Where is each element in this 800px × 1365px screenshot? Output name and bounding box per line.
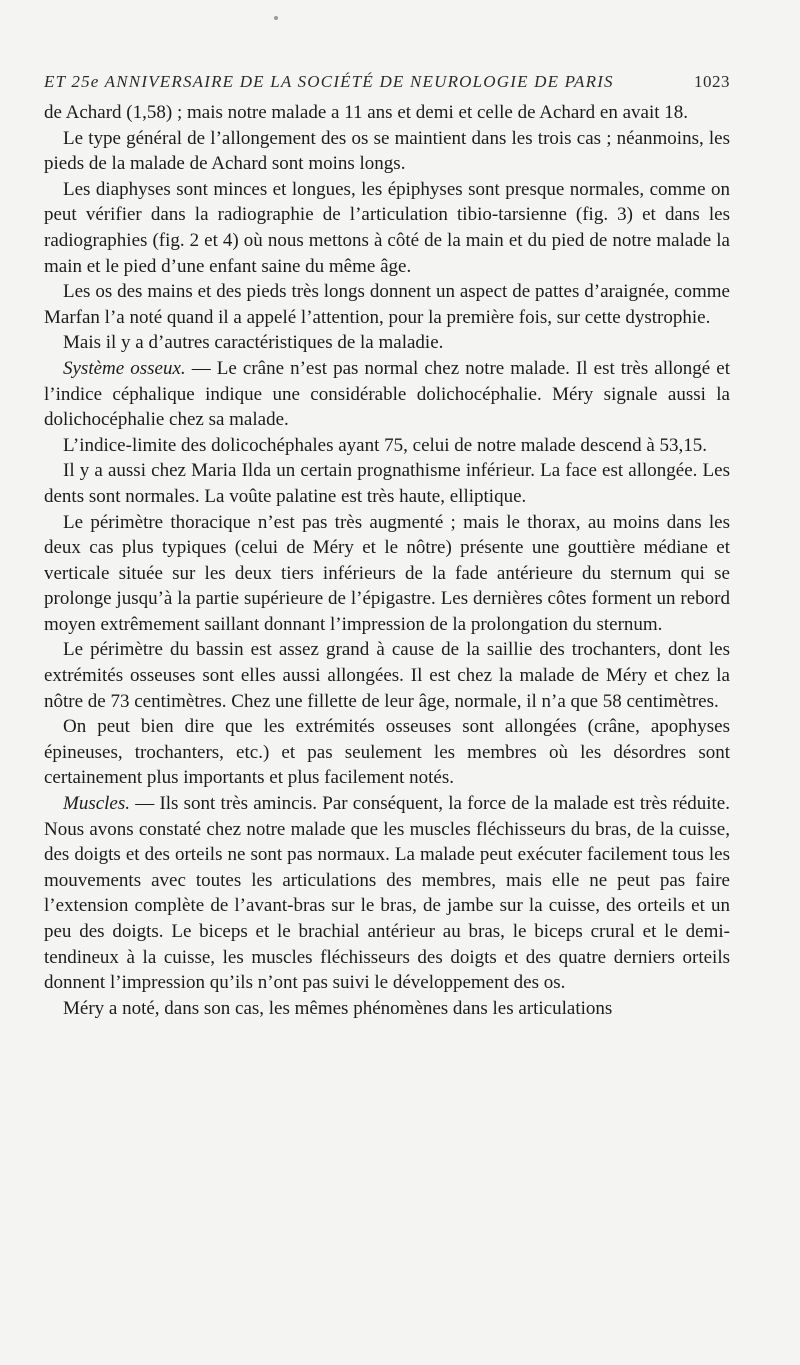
paragraph: de Achard (1,58) ; mais notre malade a 11 ans et demi et celle de Achard en avait 18. [44, 102, 688, 123]
page-number: 1023 [694, 72, 730, 91]
running-header [44, 72, 730, 92]
paragraph: Le périmètre du bassin est assez grand à cause de la saillie des trochanters, dont les extrémités osseuses sont elles aussi allongées. Il est chez la malade de Méry et chez la nôtre de 73 centimètres. Chez une fillette de leur âge, normale, il n’a que 58 centimètres. [44, 639, 730, 712]
paragraph: On peut bien dire que les extrémités osseuses sont allongées (crâne, apophyses épineuses, trochanters, etc.) et pas seulement les membres où les désordres sont certainement plus importants et plus facilement notés. [44, 716, 730, 789]
paragraph: Les os des mains et des pieds très longs donnent un aspect de pattes d’araignée, comme Marfan l’a noté quand il a appelé l’attention, pour la première fois, sur cette dystrophie. [44, 281, 730, 328]
paragraph: Il y a aussi chez Maria Ilda un certain prognathisme inférieur. La face est allongée. Les dents sont normales. La voûte palatine est très haute, elliptique. [44, 460, 730, 507]
paragraph: Le type général de l’allongement des os se maintient dans les trois cas ; néanmoins, les pieds de la malade de Achard sont moins longs. [44, 127, 730, 175]
running-title: ET 25e ANNIVERSAIRE DE LA SOCIÉTÉ DE NEUROLOGIE DE PARIS [44, 72, 614, 91]
paragraph: L’indice-limite des dolicochéphales ayant 75, celui de notre malade descend à 53,15. [63, 434, 708, 456]
paragraph: Les diaphyses sont minces et longues, les épiphyses sont presque normales, comme on peut vérifier dans la radiographie de l’articulation tibio-tarsienne (fig. 3) et dans les radiographies (fig. 2 et 4) où nous mettons à côté de la main et du pied de notre malade la main et le pied d’une enfant saine du même âge. [44, 178, 730, 277]
paragraph: Mais il y a d’autres caractéristiques de la maladie. [63, 332, 444, 354]
section-lead-muscles: Muscles. [63, 793, 131, 815]
print-speck [274, 16, 278, 20]
paragraph: Le périmètre thoracique n’est pas très augmenté ; mais le thorax, au moins dans les deux cas plus typiques (celui de Méry et le nôtre) présente une gouttière médiane et verticale située sur les deux tiers inférieurs de la fade antérieure du sternum qui se prolonge jusqu’à la partie supérieure de l’épigastre. Les dernières côtes forment un rebord moyen extrêmement saillant donnant l’impression de la prolongation du sternum. [44, 511, 730, 635]
paragraph: Méry a noté, dans son cas, les mêmes phénomènes dans les articulations [63, 997, 613, 1019]
section-paragraph-systeme-osseux: Système osseux. — Le crâne n’est pas normal chez notre malade. Il est très allongé et l’indice céphalique indique une considérable dolichocéphalie. Méry signale aussi la dolichocéphalie chez sa malade. [44, 357, 730, 431]
section-lead-systeme-osseux: Système osseux. [63, 357, 186, 379]
body-text [44, 100, 730, 1021]
section-paragraph-muscles: Muscles. — Ils sont très amincis. Par conséquent, la force de la malade est très réduite. Nous avons constaté chez notre malade que les muscles fléchisseurs du bras, de la cuisse, des doigts et des orteils ne sont pas normaux. La malade peut exécuter facilement tous les mouvements avec toutes les articulations des membres, mais elle ne peut pas faire l’extension complète de l’avant-bras sur le bras, de jambe sur la cuisse, des orteils et un peu des doigts. Le biceps et le brachial antérieur au bras, le biceps crural et le demi-tendineux à la cuisse, les muscles fléchisseurs des doigts et des quatre derniers orteils donnent l’impression qu’ils n’ont pas suivi le développement des os. [44, 793, 730, 994]
